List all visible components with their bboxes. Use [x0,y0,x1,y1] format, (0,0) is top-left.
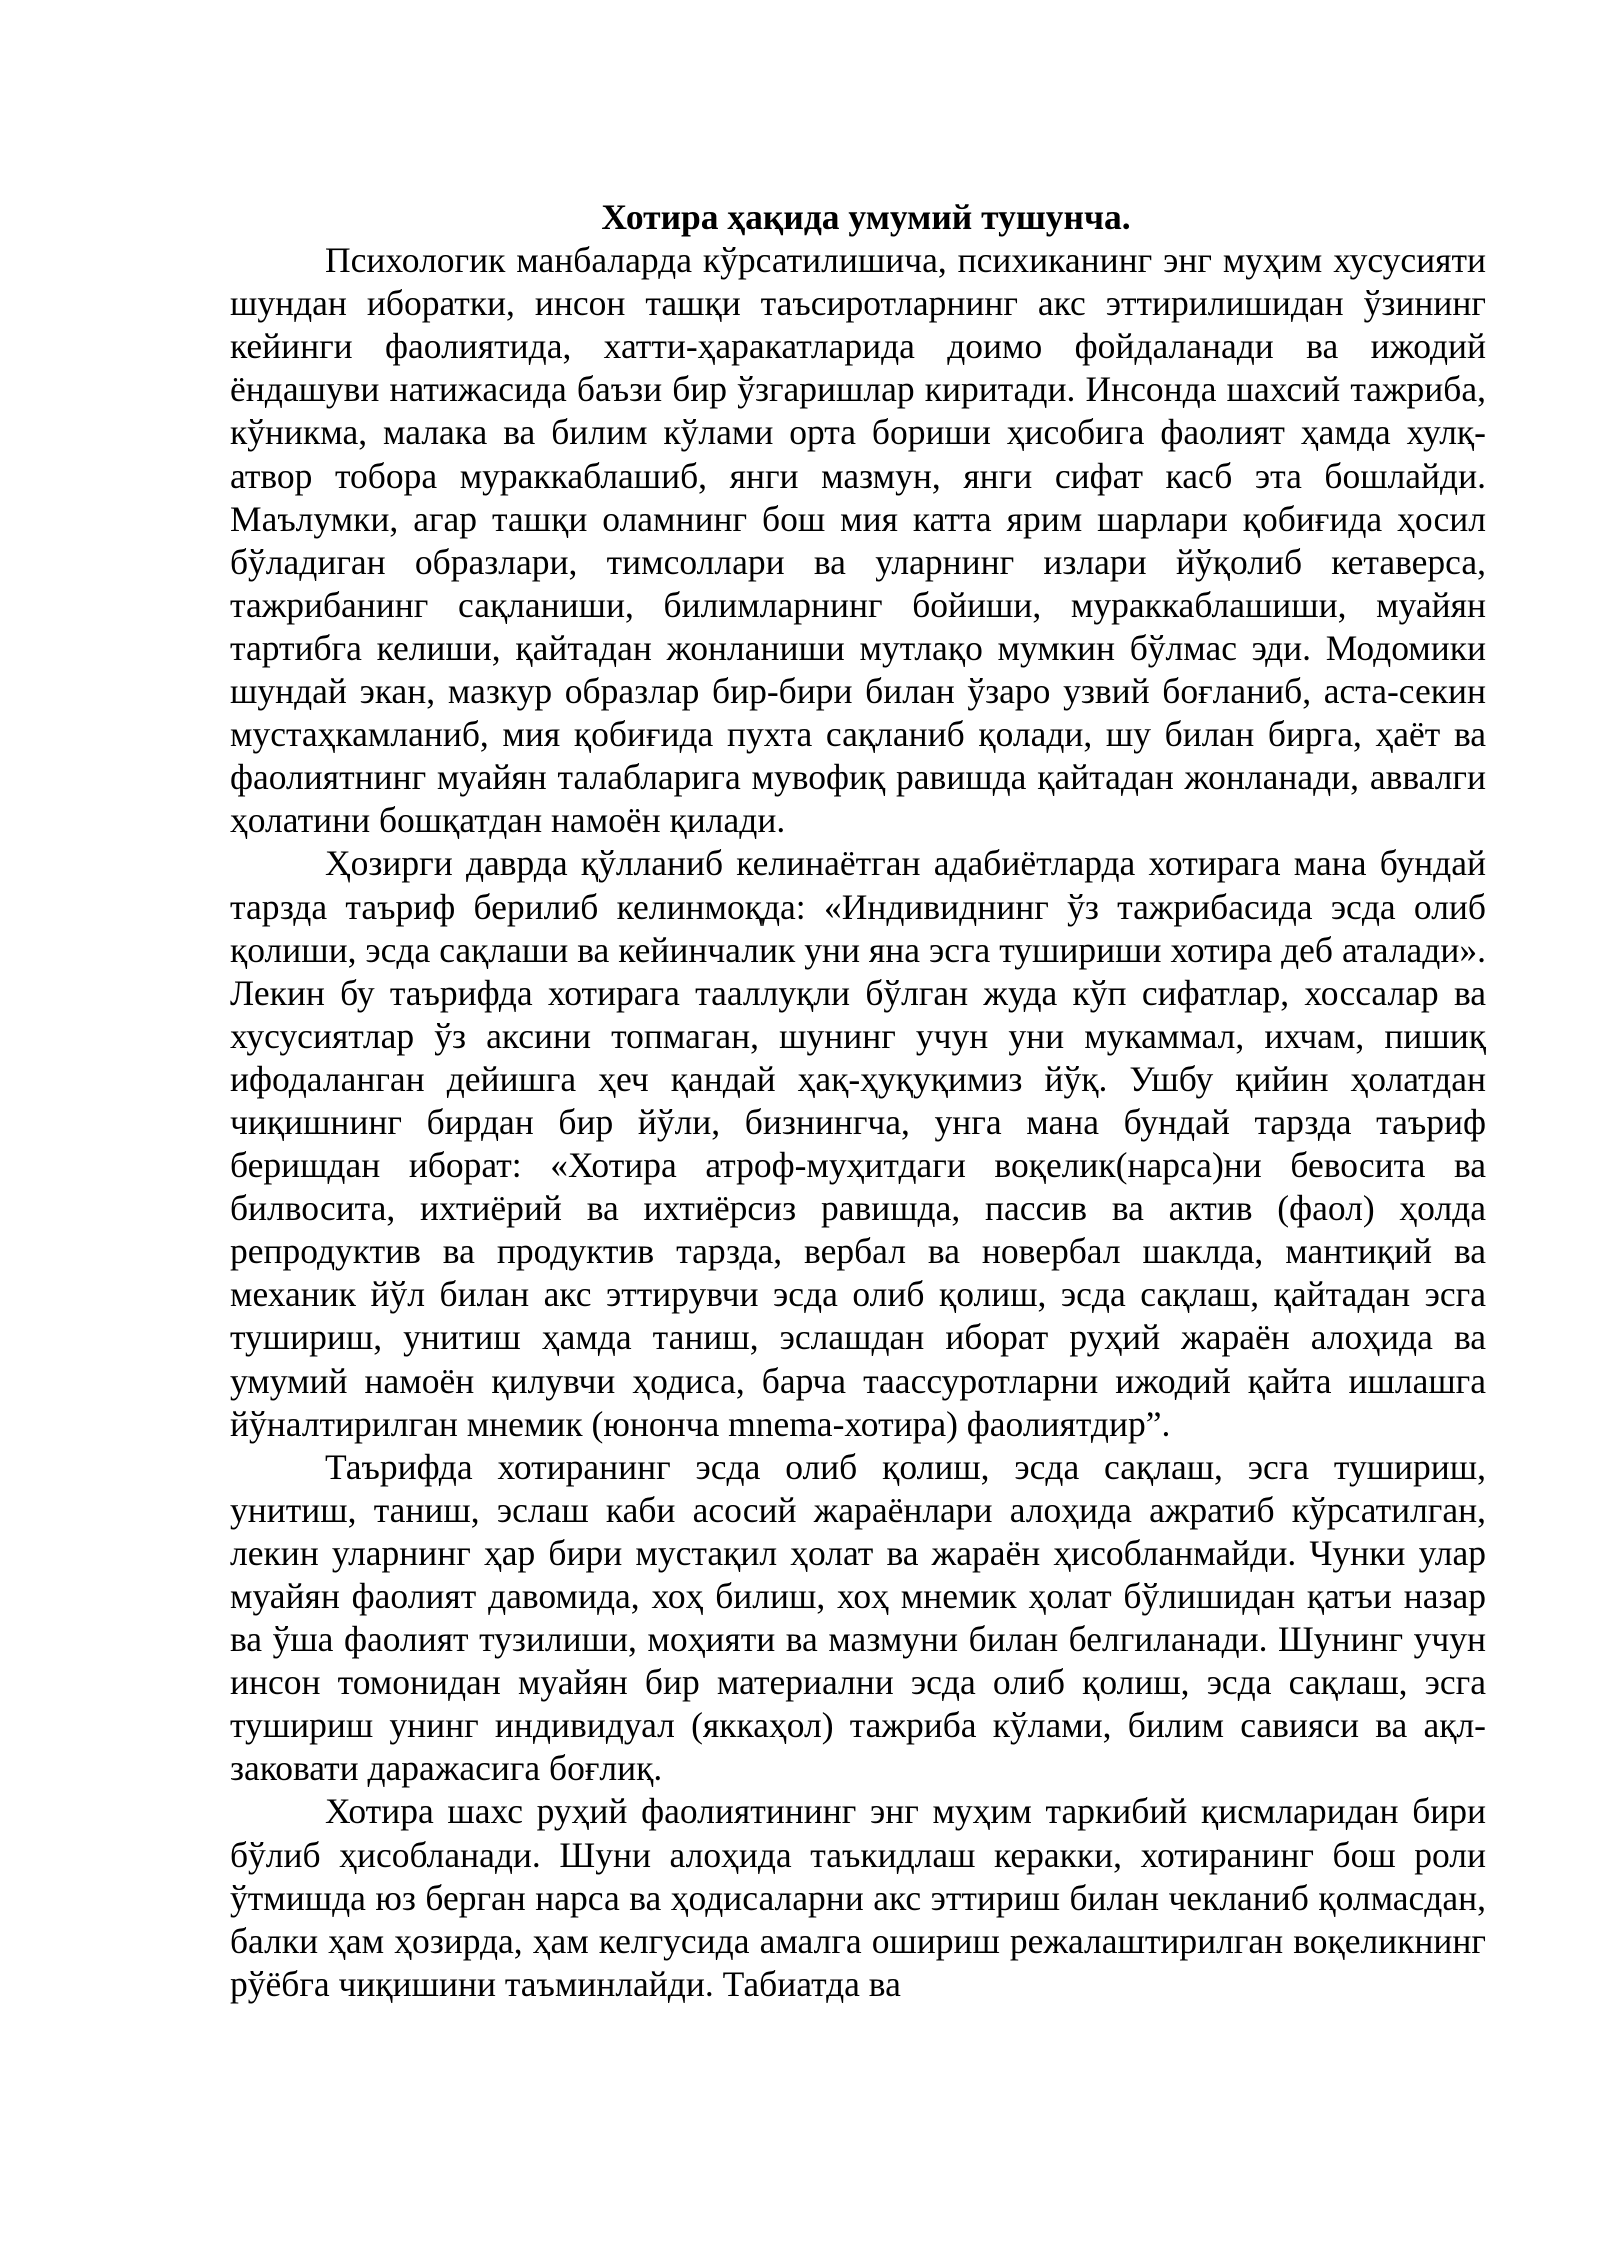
paragraph-2: Ҳозирги даврда қўлланиб келинаётган адабиётларда хотирага мана бундай тарзда таъриф берилиб келинмоқда: «Индивиднинг ўз тажрибасида эсда олиб қолиши, эсда сақлаши ва кейинчалик уни яна эсга тушириши хотира деб аталади». Лекин бу таърифда хотирага тааллуқли бўлган жуда кўп сифатлар, хоссалар ва хусусиятлар ўз аксини топмаган, шунинг учун уни мукаммал, ихчам, пишиқ ифодаланган дейишга ҳеч қандай ҳақ-ҳуқуқимиз йўқ. Ушбу қийин ҳолатдан чиқишнинг бирдан бир йўли, бизнингча, унга мана бундай тарзда таъриф беришдан иборат: «Хотира атроф-муҳитдаги воқелик(нарса)ни бевосита ва билвосита, ихтиёрий ва ихтиёрсиз равишда, пассив ва актив (фаол) ҳолда репродуктив ва продуктив тарзда, вербал ва новербал шаклда, мантиқий ва механик йўл билан акс эттирувчи эсда олиб қолиш, эсда сақлаш, қайтадан эсга тушириш, унитиш ҳамда таниш, эслашдан иборат руҳий жараён алоҳида ва умумий намоён қилувчи ҳодиса, барча таассуротларни ижодий қайта ишлашга йўналтирилган мнемик (юнонча mnema-хотира) фаолиятдир”. [230,843,1486,1444]
paragraph-4: Хотира шахс руҳий фаолиятининг энг муҳим таркибий қисмларидан бири бўлиб ҳисобланади. Шуни алоҳида таъкидлаш керакки, хотиранинг бош роли ўтмишда юз берган нарса ва ҳодисаларни акс эттириш билан чекланиб қолмасдан, балки ҳам ҳозирда, ҳам келгусида амалга ошириш режалаштирилган воқеликнинг рўёбга чиқишини таъминлайди. Табиатда ва [230,1791,1486,2004]
paragraph-1: Психологик манбаларда кўрсатилишича, психиканинг энг муҳим хусусияти шундан иборатки, инсон ташқи таъсиротларнинг акс эттирилишидан ўзининг кейинги фаолиятида, хатти-ҳаракатларида доимо фойдаланади ва ижодий ёндашуви натижасида баъзи бир ўзгаришлар киритади. Инсонда шахсий тажриба, кўникма, малака ва билим кўлами орта бориши ҳисобига фаолият ҳамда хулқ-атвор тобора мураккаблашиб, янги мазмун, янги сифат касб эта бошлайди. Маълумки, агар ташқи оламнинг бош мия катта ярим шарлари қобиғида ҳосил бўладиган образлари, тимсоллари ва уларнинг излари йўқолиб кетаверса, тажрибанинг сақланиши, билимларнинг бойиши, мураккаблашиши, муайян тартибга келиши, қайтадан жонланиши мутлақо мумкин бўлмас эди. Модомики шундай экан, мазкур образлар бир-бири билан ўзаро узвий боғланиб, аста-секин мустаҳкамланиб, мия қобиғида пухта сақланиб қолади, шу билан бирга, ҳаёт ва фаолиятнинг муайян талабларига мувофиқ равишда қайтадан жонланади, аввалги ҳолатини бошқатдан намоён қилади. [230,240,1486,841]
paragraph-3: Таърифда хотиранинг эсда олиб қолиш, эсда сақлаш, эсга тушириш, унитиш, таниш, эслаш каби асосий жараёнлари алоҳида ажратиб кўрсатилган, лекин уларнинг ҳар бири мустақил ҳолат ва жараён ҳисобланмайди. Чунки улар муайян фаолият давомида, хоҳ билиш, хоҳ мнемик ҳолат бўлишидан қатъи назар ва ўша фаолият тузилиши, моҳияти ва мазмуни билан белгиланади. Шунинг учун инсон томонидан муайян бир материални эсда олиб қолиш, эсда сақлаш, эсга тушириш унинг индивидуал (яккаҳол) тажриба кўлами, билим савияси ва ақл-заковати даражасига боғлиқ. [230,1446,1486,1789]
document-title: Хотира ҳақида умумий тушунча. [601,197,1131,237]
document-body [230,196,1486,2006]
